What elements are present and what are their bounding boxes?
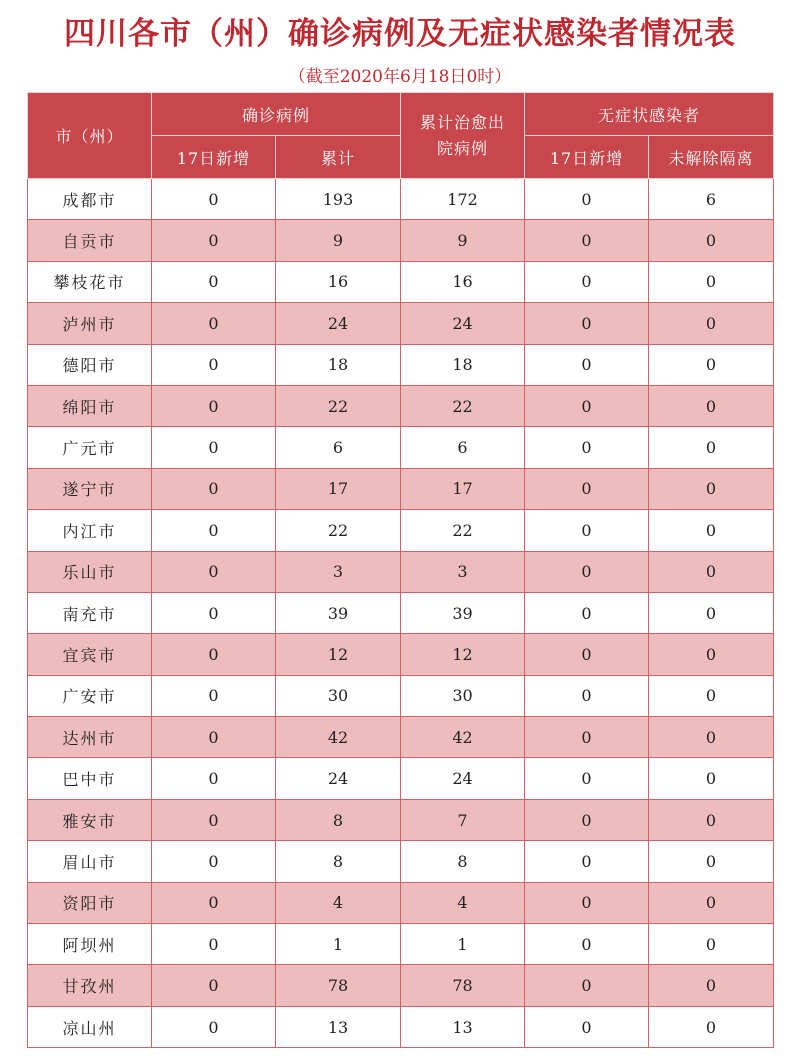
cell-cumulative: 1 — [276, 924, 401, 965]
cell-city: 自贡市 — [28, 220, 152, 261]
cell-recovered: 24 — [401, 303, 525, 344]
cell-city: 内江市 — [28, 510, 152, 551]
cell-recovered: 13 — [401, 1006, 525, 1047]
cell-recovered: 42 — [401, 717, 525, 758]
cell-new-confirmed: 0 — [152, 510, 276, 551]
table-row — [28, 675, 774, 716]
table-row — [28, 220, 774, 261]
cell-new-asymptomatic: 0 — [525, 592, 649, 633]
table-body — [28, 179, 774, 1048]
cell-cumulative: 22 — [276, 510, 401, 551]
cell-new-confirmed: 0 — [152, 220, 276, 261]
cell-new-confirmed: 0 — [152, 675, 276, 716]
cell-new-asymptomatic: 0 — [525, 1006, 649, 1047]
cell-cumulative: 17 — [276, 468, 401, 509]
cell-new-confirmed: 0 — [152, 758, 276, 799]
table-row — [28, 179, 774, 220]
cell-recovered: 7 — [401, 799, 525, 840]
cell-cumulative: 3 — [276, 551, 401, 592]
cell-recovered: 4 — [401, 882, 525, 923]
cell-new-asymptomatic: 0 — [525, 758, 649, 799]
cell-new-asymptomatic: 0 — [525, 965, 649, 1006]
cell-new-asymptomatic: 0 — [525, 634, 649, 675]
cell-new-confirmed: 0 — [152, 799, 276, 840]
cell-new-confirmed: 0 — [152, 882, 276, 923]
cell-new-asymptomatic: 0 — [525, 510, 649, 551]
cell-unreleased: 0 — [649, 924, 774, 965]
cell-city: 雅安市 — [28, 799, 152, 840]
cell-unreleased: 6 — [649, 179, 774, 220]
cell-new-asymptomatic: 0 — [525, 385, 649, 426]
cell-cumulative: 8 — [276, 799, 401, 840]
cell-city: 攀枝花市 — [28, 261, 152, 302]
cell-new-confirmed: 0 — [152, 427, 276, 468]
cell-new-confirmed: 0 — [152, 385, 276, 426]
cell-new-asymptomatic: 0 — [525, 427, 649, 468]
cell-recovered: 8 — [401, 841, 525, 882]
cell-new-confirmed: 0 — [152, 965, 276, 1006]
header-asymptomatic-group: 无症状感染者 — [525, 93, 774, 136]
cell-unreleased: 0 — [649, 758, 774, 799]
cell-unreleased: 0 — [649, 592, 774, 633]
cell-city: 南充市 — [28, 592, 152, 633]
cell-unreleased: 0 — [649, 799, 774, 840]
cell-cumulative: 13 — [276, 1006, 401, 1047]
cell-city: 凉山州 — [28, 1006, 152, 1047]
cell-new-asymptomatic: 0 — [525, 179, 649, 220]
cell-new-asymptomatic: 0 — [525, 468, 649, 509]
cell-unreleased: 0 — [649, 385, 774, 426]
cell-unreleased: 0 — [649, 841, 774, 882]
table-row — [28, 634, 774, 675]
cell-new-confirmed: 0 — [152, 344, 276, 385]
cell-city: 乐山市 — [28, 551, 152, 592]
cell-unreleased: 0 — [649, 551, 774, 592]
table-row — [28, 385, 774, 426]
cell-new-asymptomatic: 0 — [525, 841, 649, 882]
cell-city: 巴中市 — [28, 758, 152, 799]
cell-recovered: 9 — [401, 220, 525, 261]
header-recovered: 累计治愈出院病例 — [401, 93, 525, 179]
cell-city: 遂宁市 — [28, 468, 152, 509]
table-row — [28, 427, 774, 468]
cell-unreleased: 0 — [649, 965, 774, 1006]
header-new-asymptomatic: 17日新增 — [525, 136, 649, 179]
cell-unreleased: 0 — [649, 344, 774, 385]
table-row — [28, 882, 774, 923]
cell-new-asymptomatic: 0 — [525, 675, 649, 716]
cell-recovered: 18 — [401, 344, 525, 385]
table-row — [28, 303, 774, 344]
cell-unreleased: 0 — [649, 717, 774, 758]
cell-new-confirmed: 0 — [152, 717, 276, 758]
cell-new-confirmed: 0 — [152, 179, 276, 220]
cell-city: 广安市 — [28, 675, 152, 716]
cell-new-asymptomatic: 0 — [525, 551, 649, 592]
cell-city: 成都市 — [28, 179, 152, 220]
cell-city: 达州市 — [28, 717, 152, 758]
cell-unreleased: 0 — [649, 675, 774, 716]
cell-city: 泸州市 — [28, 303, 152, 344]
page-subtitle: （截至2020年6月18日0时） — [288, 67, 512, 87]
table-row — [28, 924, 774, 965]
page-title: 四川各市（州）确诊病例及无症状感染者情况表 — [64, 16, 736, 52]
cell-cumulative: 42 — [276, 717, 401, 758]
cell-unreleased: 0 — [649, 468, 774, 509]
cell-recovered: 16 — [401, 261, 525, 302]
cell-recovered: 24 — [401, 758, 525, 799]
cell-new-confirmed: 0 — [152, 303, 276, 344]
cell-recovered: 17 — [401, 468, 525, 509]
cell-recovered: 22 — [401, 510, 525, 551]
cell-new-asymptomatic: 0 — [525, 882, 649, 923]
cell-new-asymptomatic: 0 — [525, 261, 649, 302]
header-confirmed-group: 确诊病例 — [152, 93, 401, 136]
cell-new-confirmed: 0 — [152, 634, 276, 675]
cell-new-confirmed: 0 — [152, 924, 276, 965]
cell-city: 宜宾市 — [28, 634, 152, 675]
cell-new-confirmed: 0 — [152, 551, 276, 592]
cell-recovered: 39 — [401, 592, 525, 633]
table-row — [28, 261, 774, 302]
table-row — [28, 344, 774, 385]
cell-new-confirmed: 0 — [152, 841, 276, 882]
table-row — [28, 799, 774, 840]
cell-cumulative: 16 — [276, 261, 401, 302]
cell-city: 甘孜州 — [28, 965, 152, 1006]
cell-cumulative: 30 — [276, 675, 401, 716]
header-unreleased: 未解除隔离 — [649, 136, 774, 179]
cell-cumulative: 22 — [276, 385, 401, 426]
cell-cumulative: 39 — [276, 592, 401, 633]
cell-unreleased: 0 — [649, 882, 774, 923]
cell-city: 眉山市 — [28, 841, 152, 882]
cell-city: 资阳市 — [28, 882, 152, 923]
table-row — [28, 510, 774, 551]
table-row — [28, 758, 774, 799]
header-cumulative: 累计 — [276, 136, 401, 179]
table-row — [28, 841, 774, 882]
cell-cumulative: 193 — [276, 179, 401, 220]
cell-unreleased: 0 — [649, 303, 774, 344]
cell-unreleased: 0 — [649, 261, 774, 302]
cell-new-asymptomatic: 0 — [525, 799, 649, 840]
table-row — [28, 551, 774, 592]
cell-cumulative: 78 — [276, 965, 401, 1006]
table-header — [28, 93, 774, 179]
cell-recovered: 12 — [401, 634, 525, 675]
cell-unreleased: 0 — [649, 220, 774, 261]
cell-city: 德阳市 — [28, 344, 152, 385]
cell-unreleased: 0 — [649, 1006, 774, 1047]
cell-recovered: 3 — [401, 551, 525, 592]
cell-new-confirmed: 0 — [152, 1006, 276, 1047]
cell-cumulative: 8 — [276, 841, 401, 882]
cell-unreleased: 0 — [649, 427, 774, 468]
cell-new-asymptomatic: 0 — [525, 717, 649, 758]
cell-recovered: 6 — [401, 427, 525, 468]
cell-cumulative: 24 — [276, 758, 401, 799]
cell-recovered: 22 — [401, 385, 525, 426]
table-row — [28, 1006, 774, 1047]
cell-cumulative: 9 — [276, 220, 401, 261]
cell-recovered: 78 — [401, 965, 525, 1006]
cell-unreleased: 0 — [649, 634, 774, 675]
cell-unreleased: 0 — [649, 510, 774, 551]
table-row — [28, 468, 774, 509]
cell-cumulative: 4 — [276, 882, 401, 923]
cell-new-confirmed: 0 — [152, 261, 276, 302]
cell-city: 绵阳市 — [28, 385, 152, 426]
cell-new-asymptomatic: 0 — [525, 303, 649, 344]
cell-new-confirmed: 0 — [152, 592, 276, 633]
cell-new-confirmed: 0 — [152, 468, 276, 509]
cell-cumulative: 12 — [276, 634, 401, 675]
cell-cumulative: 18 — [276, 344, 401, 385]
cases-table — [27, 92, 774, 1048]
cell-city: 广元市 — [28, 427, 152, 468]
cell-city: 阿坝州 — [28, 924, 152, 965]
cell-new-asymptomatic: 0 — [525, 220, 649, 261]
cell-new-asymptomatic: 0 — [525, 924, 649, 965]
cell-cumulative: 24 — [276, 303, 401, 344]
cell-recovered: 30 — [401, 675, 525, 716]
table-row — [28, 717, 774, 758]
cell-new-asymptomatic: 0 — [525, 344, 649, 385]
table-row — [28, 592, 774, 633]
cell-recovered: 1 — [401, 924, 525, 965]
header-city: 市（州） — [28, 93, 152, 179]
cell-cumulative: 6 — [276, 427, 401, 468]
table-row — [28, 965, 774, 1006]
header-new-confirmed: 17日新增 — [152, 136, 276, 179]
cell-recovered: 172 — [401, 179, 525, 220]
